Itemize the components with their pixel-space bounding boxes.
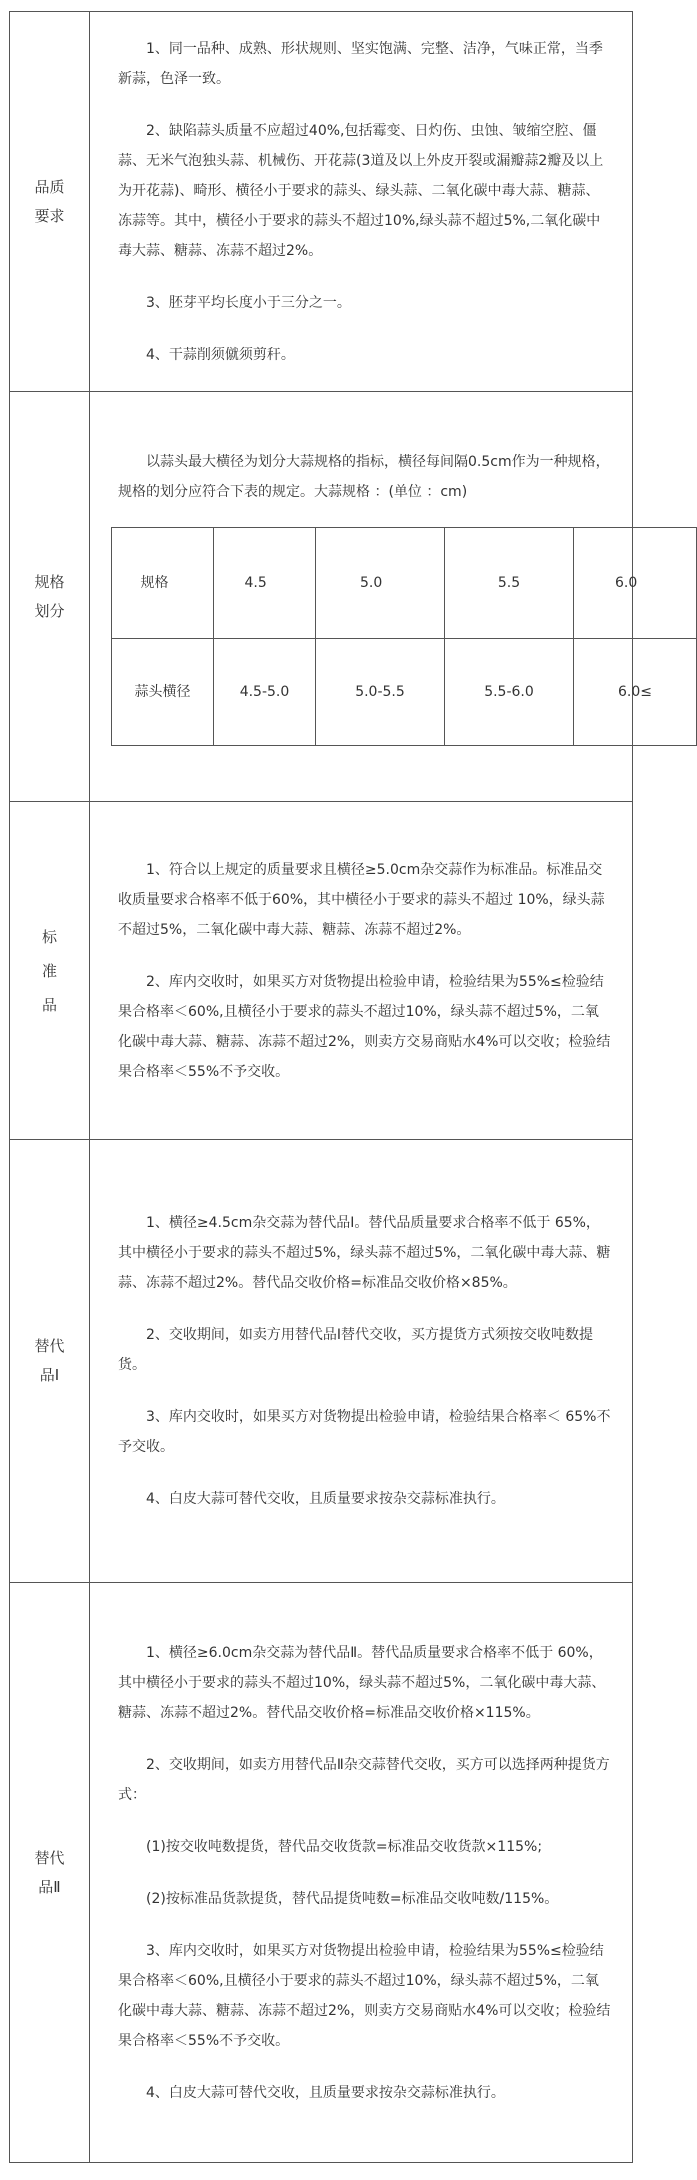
row-label	[10, 1583, 90, 2163]
spec-header-row	[112, 528, 697, 639]
row-substitute-1	[10, 1140, 633, 1583]
label-text: 替代品Ⅰ	[34, 1337, 65, 1384]
row-quality	[10, 12, 633, 392]
row-label	[10, 802, 90, 1140]
row-label	[10, 1140, 90, 1583]
spec-cell: 6.0≤	[574, 639, 697, 746]
label-text: 规格划分	[34, 572, 65, 620]
label-text: 替代品Ⅱ	[34, 1848, 65, 1896]
paragraph: 2、库内交收时，如果买方对货物提出检验申请，检验结果为55%≤检验结果合格率＜60%,且横径小于要求的蒜头不超过10%，绿头蒜不超过5%，二氧化碳中毒大蒜、糖蒜、冻蒜不超过2%，则卖方交易商贴水4%可以交收；检验结果合格率＜55%不予交收。	[118, 973, 611, 1080]
row-content	[90, 1140, 633, 1583]
row-standard-product	[10, 802, 633, 1140]
paragraph: 1、符合以上规定的质量要求且横径≥5.0cm杂交蒜作为标准品。标准品交收质量要求合格率不低于60%，其中横径小于要求的蒜头不超过 10%，绿头蒜不超过5%，二氧化碳中毒大蒜、糖蒜、冻蒜不超过2%。	[118, 861, 605, 938]
spec-cell: 5.0-5.5	[316, 639, 445, 746]
label-text: 标准品	[41, 927, 57, 1014]
document-body	[9, 11, 652, 2163]
row-content	[90, 802, 633, 1140]
paragraph: 2、交收期间，如卖方用替代品Ⅱ杂交蒜替代交收，买方可以选择两种提货方式：	[118, 1756, 610, 1803]
paragraph: (1)按交收吨数提货，替代品交收货款=标准品交收货款×115%;	[146, 1838, 543, 1855]
row-label	[10, 392, 90, 802]
paragraph: 4、干蒜削须僦须剪秆。	[146, 346, 295, 363]
paragraph: 1、横径≥6.0cm杂交蒜为替代品Ⅱ。替代品质量要求合格率不低于 60%，其中横径小于要求的蒜头不超过10%，绿头蒜不超过5%，二氧化碳中毒大蒜、糖蒜、冻蒜不超过2%。替代品交收价格=标准品交收价格×115%。	[118, 1644, 606, 1721]
spec-cell: 蒜头横径	[112, 639, 214, 746]
spec-cell: 规格	[112, 528, 214, 639]
spec-value-row	[112, 639, 697, 746]
paragraph: 2、交收期间，如卖方用替代品Ⅰ替代交收，买方提货方式须按交收吨数提货。	[118, 1327, 594, 1373]
paragraph: 3、胚芽平均长度小于三分之一。	[146, 294, 351, 311]
row-content	[90, 1583, 633, 2163]
spec-cell: 4.5-5.0	[214, 639, 316, 746]
paragraph: 2、缺陷蒜头质量不应超过40%,包括霉变、日灼伤、虫蚀、皱缩空腔、僵蒜、无米气泡独头蒜、机械伤、开花蒜(3道及以上外皮开裂或漏瓣蒜2瓣及以上为开花蒜)、畸形、横径小于要求的蒜头、绿头蒜、二氧化碳中毒大蒜、糖蒜、冻蒜等。其中，横径小于要求的蒜头不超过10%,绿头蒜不超过5%,二氧化碳中毒大蒜、糖蒜、冻蒜不超过2%。	[118, 122, 604, 259]
spec-cell: 5.5-6.0	[445, 639, 574, 746]
spec-cell: 5.5	[445, 528, 574, 639]
label-text: 品质要求	[34, 177, 65, 225]
paragraph: 3、库内交收时，如果买方对货物提出检验申请，检验结果合格率＜ 65%不予交收。	[118, 1409, 611, 1455]
paragraph: 以蒜头最大横径为划分大蒜规格的指标，横径每间隔0.5cm作为一种规格，规格的划分应符合下表的规定。大蒜规格 ：(单位 ：cm)	[118, 454, 610, 500]
paragraph: 4、白皮大蒜可替代交收，且质量要求按杂交蒜标准执行。	[146, 1491, 505, 1507]
spec-cell: 6.0	[574, 528, 697, 639]
row-content	[90, 392, 652, 802]
row-specification	[10, 392, 633, 802]
paragraph: (2)按标准品货款提货，替代品提货吨数=标准品交收吨数/115%。	[146, 1890, 559, 1907]
garlic-standard-table	[9, 11, 652, 2163]
row-content	[90, 12, 633, 392]
row-substitute-2	[10, 1583, 633, 2163]
row-label	[10, 12, 90, 392]
paragraph: 3、库内交收时，如果买方对货物提出检验申请，检验结果为55%≤检验结果合格率＜60%,且横径小于要求的蒜头不超过10%，绿头蒜不超过5%，二氧化碳中毒大蒜、糖蒜、冻蒜不超过2%，则卖方交易商贴水4%可以交收；检验结果合格率＜55%不予交收。	[118, 1942, 611, 2049]
paragraph: 4、白皮大蒜可替代交收，且质量要求按杂交蒜标准执行。	[146, 2084, 505, 2101]
spec-cell: 5.0	[316, 528, 445, 639]
spec-cell: 4.5	[214, 528, 316, 639]
paragraph: 1、横径≥4.5cm杂交蒜为替代品Ⅰ。替代品质量要求合格率不低于 65%，其中横径小于要求的蒜头不超过5%，绿头蒜不超过5%，二氧化碳中毒大蒜、糖蒜、冻蒜不超过2%。替代品交收价格=标准品交收价格×85%。	[118, 1215, 611, 1291]
paragraph: 1、同一品种、成熟、形状规则、坚实饱满、完整、洁净，气味正常，当季新蒜，色泽一致。	[118, 40, 603, 87]
spec-table	[111, 527, 697, 746]
